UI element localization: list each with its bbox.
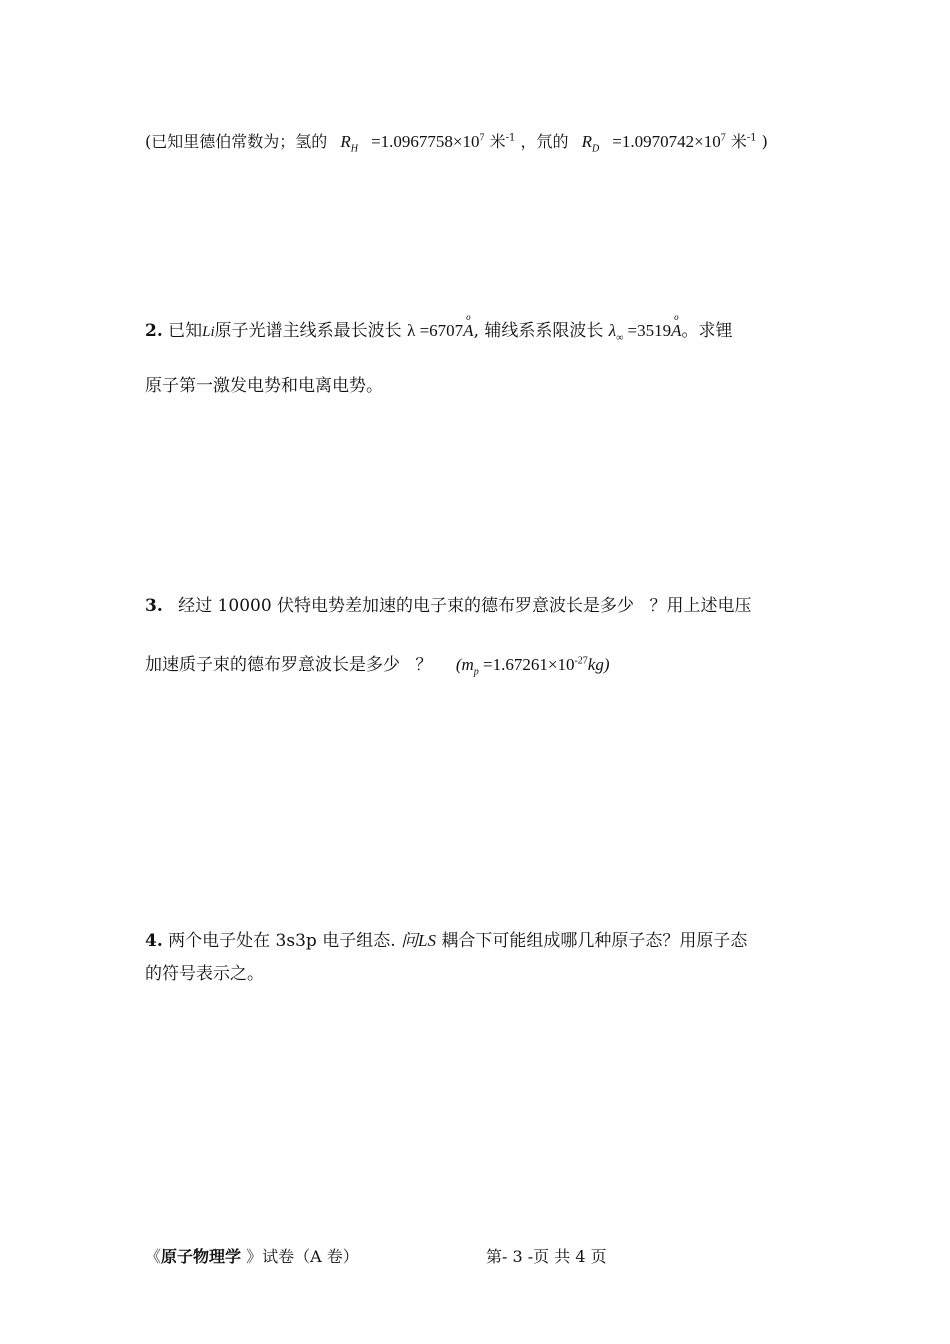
given-separator: ，氘的 <box>520 132 569 151</box>
given-close: ) <box>761 132 768 151</box>
question-2-line-1 <box>145 312 733 344</box>
given-constants-line <box>145 133 768 154</box>
rh-unit: 米$^{-1}$ <box>489 132 516 151</box>
question-3-line-1 <box>145 598 751 615</box>
question-3-text-2: 用上述电压 <box>666 596 752 616</box>
question-4-text-1: 两个电子处在 3s3p 电子组态. <box>168 931 396 951</box>
question-3-text-3: 加速质子束的德布罗意波长是多少 <box>145 655 400 675</box>
question-3-qmark-2: ？ <box>415 655 433 675</box>
question-3-text-1: 经过 10000 伏特电势差加速的电子束的德布罗意波长是多少 <box>178 596 635 616</box>
question-4-line-2: 的符号表示之。 <box>145 964 264 984</box>
footer-close: 》试卷（A 卷） <box>246 1247 359 1266</box>
footer-course <box>145 1244 359 1267</box>
footer-page-number: 第- 3 -页 共 4 页 <box>486 1247 607 1266</box>
question-4-wen: 问 <box>401 931 419 951</box>
question-3-qmark-1: ？ <box>649 596 667 616</box>
given-lead: (已知里德伯常数为；氢的 <box>145 132 328 151</box>
rd-symbol: $R_D$ <box>581 132 600 155</box>
question-4-text-2: 耦合下可能组成哪几种原子态？用原子态 <box>441 931 748 951</box>
question-2-number: 2. <box>145 321 163 341</box>
lambda-principal: λ =6707 o A <box>407 312 474 340</box>
angstrom-symbol-1: o A <box>463 312 474 340</box>
question-2-line-2: 原子第一激发电势和电离电势。 <box>145 376 383 396</box>
question-2-text-1: 已知 <box>168 321 203 341</box>
rd-unit: 米$^{-1}$ <box>730 132 757 151</box>
lambda-limit: $\lambda_\infty =3519$ o A <box>608 312 682 344</box>
question-2-text-2: 原子光谱主线系最长波长 <box>214 321 402 341</box>
rd-value: $=1.0970742\times 10^7$ <box>612 132 726 151</box>
footer-open: 《 <box>145 1247 162 1266</box>
question-4-number: 4. <box>145 931 163 951</box>
question-3-number: 3. <box>145 596 163 616</box>
ls-symbol: LS <box>418 931 436 950</box>
angstrom-symbol-2: o A <box>671 312 682 340</box>
question-2-text-4: 。求锂 <box>681 321 733 341</box>
proton-mass: $(m_p =1.67261\times 10^{-27}kg)$ <box>455 655 610 678</box>
question-2-text-3: , 辅线系系限波长 <box>473 321 604 341</box>
footer-course-name: 原子物理学 <box>161 1247 242 1266</box>
li-symbol: Li <box>202 324 215 340</box>
rh-symbol: $R_H$ <box>340 132 358 155</box>
question-3-line-2 <box>145 656 610 677</box>
question-4-line-1 <box>145 932 747 950</box>
rh-value: $=1.0967758\times 10^7$ <box>371 132 485 151</box>
